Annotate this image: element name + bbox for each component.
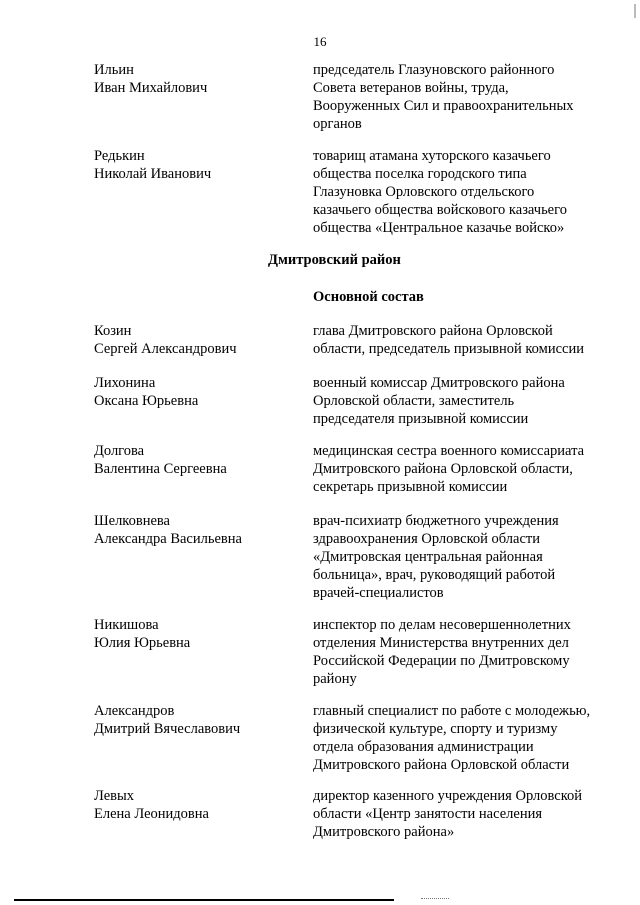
- member-name: [94, 616, 294, 652]
- member-name: [94, 512, 294, 548]
- role-line: Орловской области, заместитель: [313, 393, 515, 409]
- scan-artifact: [634, 4, 636, 18]
- role-line: Российской Федерации по Дмитровскому: [313, 653, 570, 669]
- member-name: [94, 442, 294, 478]
- role-line: Дмитровского района Орловской области,: [313, 461, 573, 477]
- member-name: [94, 61, 294, 97]
- member-role: [313, 147, 613, 237]
- member-surname: Редькин: [94, 148, 145, 164]
- role-line: Глазуновка Орловского отдельского: [313, 184, 535, 200]
- role-line: больница», врач, руководящий работой: [313, 567, 556, 583]
- member-given-names: Валентина Сергеевна: [94, 461, 227, 477]
- district-heading: Дмитровский район: [268, 252, 401, 268]
- member-given-names: Оксана Юрьевна: [94, 393, 199, 409]
- role-line: «Дмитровская центральная районная: [313, 549, 543, 565]
- role-line: Дмитровского района»: [313, 824, 455, 840]
- member-given-names: Сергей Александрович: [94, 341, 237, 357]
- role-line: общества поселка городского типа: [313, 166, 527, 182]
- member-given-names: Николай Иванович: [94, 166, 212, 182]
- role-line: главный специалист по работе с молодежью,: [313, 703, 591, 719]
- role-line: военный комиссар Дмитровского района: [313, 375, 565, 391]
- role-line: председателя призывной комиссии: [313, 411, 529, 427]
- member-role: [313, 322, 613, 358]
- role-line: здравоохранения Орловской области: [313, 531, 540, 547]
- member-surname: Ильин: [94, 62, 134, 78]
- member-surname: Долгова: [94, 443, 145, 459]
- role-line: физической культуре, спорту и туризму: [313, 721, 558, 737]
- member-given-names: Дмитрий Вячеславович: [94, 721, 241, 737]
- member-surname: Лихонина: [94, 375, 156, 391]
- member-role: [313, 787, 613, 841]
- member-given-names: Иван Михайлович: [94, 80, 208, 96]
- member-surname: Никишова: [94, 617, 159, 633]
- page-number: 16: [313, 34, 327, 49]
- role-line: отделения Министерства внутренних дел: [313, 635, 569, 651]
- member-name: [94, 147, 294, 183]
- role-line: медицинская сестра военного комиссариата: [313, 443, 585, 459]
- member-surname: Левых: [94, 788, 135, 804]
- member-surname: Козин: [94, 323, 132, 339]
- role-line: инспектор по делам несовершеннолетних: [313, 617, 571, 633]
- bottom-rule: [14, 899, 394, 901]
- role-line: отдела образования администрации: [313, 739, 534, 755]
- role-line: Совета ветеранов войны, труда,: [313, 80, 509, 96]
- member-role: [313, 512, 613, 602]
- role-line: району: [313, 671, 357, 687]
- member-role: [313, 442, 613, 496]
- member-role: [313, 374, 613, 428]
- member-surname: Александров: [94, 703, 175, 719]
- role-line: общества «Центральное казачье войско»: [313, 220, 565, 236]
- scan-artifact: [421, 898, 449, 900]
- role-line: Дмитровского района Орловской области: [313, 757, 570, 773]
- section-heading: Основной состав: [313, 289, 424, 305]
- member-name: [94, 374, 294, 410]
- role-line: казачьего общества войскового казачьего: [313, 202, 567, 218]
- role-line: области «Центр занятости населения: [313, 806, 543, 822]
- role-line: глава Дмитровского района Орловской: [313, 323, 553, 339]
- role-line: врач-психиатр бюджетного учреждения: [313, 513, 559, 529]
- member-role: [313, 61, 613, 133]
- role-line: Вооруженных Сил и правоохранительных: [313, 98, 574, 114]
- member-name: [94, 322, 294, 358]
- member-name: [94, 702, 294, 738]
- role-line: директор казенного учреждения Орловской: [313, 788, 583, 804]
- role-line: товарищ атамана хуторского казачьего: [313, 148, 551, 164]
- role-line: области, председатель призывной комиссии: [313, 341, 584, 357]
- member-role: [313, 702, 613, 774]
- member-given-names: Елена Леонидовна: [94, 806, 209, 822]
- role-line: врачей-специалистов: [313, 585, 444, 601]
- role-line: секретарь призывной комиссии: [313, 479, 508, 495]
- member-given-names: Юлия Юрьевна: [94, 635, 191, 651]
- role-line: органов: [313, 116, 362, 132]
- member-surname: Шелковнева: [94, 513, 170, 529]
- member-name: [94, 787, 294, 823]
- member-role: [313, 616, 613, 688]
- member-given-names: Александра Васильевна: [94, 531, 242, 547]
- role-line: председатель Глазуновского районного: [313, 62, 555, 78]
